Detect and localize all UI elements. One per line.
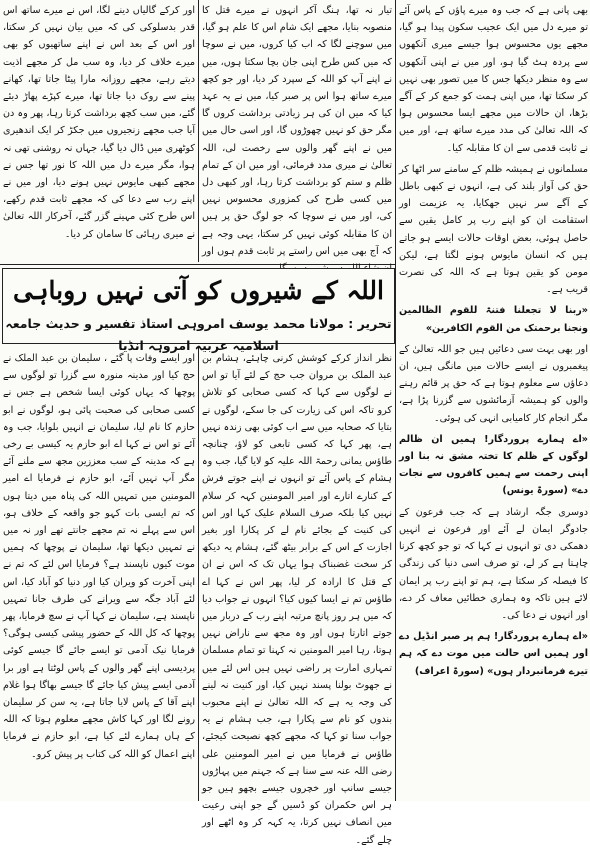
right-column-verse-2: «اے ہمارے پروردگار! ہمیں ان ظالم لوگوں کے ظلم کا تختہ مشق نہ بنا اور اپنی رحمت سے ہمیں کافروں سے نجات دے» (سورۃ یونس) bbox=[399, 433, 588, 497]
right-column-para-4: دوسری جگہ ارشاد ہے کہ جب فرعون کے جادوگر ایمان لے آئے اور فرعون نے انہیں دھمکی دی تو انہوں نے کہا کہ تو جو کچھ کرنا چاہتا ہے کر لے، تو صرف اسی دنیا کی زندگی کا فیصلہ کر سکتا ہے، ہم تو اپنے رب پر ایمان لائے ہیں تاکہ وہ ہماری خطائیں معاف کر دے، اور انہوں نے دعا کی۔ bbox=[399, 506, 588, 621]
column-rule-top-right bbox=[395, 0, 396, 801]
article-right-text: نظر انداز کرکے کوشش کرنی چاہئے، ہشام بن عبد الملک بن مروان جب حج کے لئے آیا تو اس نے لوگوں سے کہا کہ کسی صحابی کو تلاش کرو تاکہ اس کی زیارت کی جا سکے، لوگوں نے بتایا کہ صحابہ میں سے اب کوئی بھی زندہ نہیں ہے، پھر کہا کہ کسی تابعی کو لاؤ، چنانچہ طاؤس یمانی رحمۃ اللہ علیہ کو لایا گیا، جب وہ ہشام کے پاس آئے تو انہوں نے اپنے جوتے فرش کے کنارے اتارے اور امیر المومنین کہہ کر سلام نہیں کیا بلکہ صرف السلام علیک کہا اور اس کی کنیت کے بجائے نام لے کر پکارا اور بغیر اجازت کے اس کے برابر بیٹھ گئے، ہشام یہ دیکھ کر سخت غضبناک ہوا یہاں تک کہ اس نے ان کے قتل کا ارادہ کر لیا، پھر اس نے کہا اے طاؤس تم نے ایسا کیوں کیا؟ انہوں نے جواب دیا کہ میں ہر روز پانچ مرتبہ اپنے رب کے دربار میں جوتے اتارتا ہوں اور وہ مجھ سے ناراض نہیں ہوتا، رہا امیر المومنین نہ کہنا تو تمام مسلمان تمہاری امارت پر راضی نہیں ہیں اس لئے میں نے جھوٹ بولنا پسند نہیں کیا، اور کنیت نہ لینے کی وجہ یہ ہے کہ اللہ تعالیٰ نے اپنے محبوب بندوں کو نام سے پکارا ہے، جب ہشام نے یہ جواب سنا تو کہا کہ مجھے کچھ نصیحت کیجئے، طاؤس نے فرمایا میں نے امیر المومنین علی رضی اللہ عنہ سے سنا ہے کہ جہنم میں پہاڑوں جیسے سانپ اور خچروں جیسے بچھو ہیں جو ہر اس حکمران کو ڈسیں گے جو اپنی رعیت میں انصاف نہیں کرتا، یہ کہہ کر وہ اٹھے اور چلے گئے۔ bbox=[202, 353, 392, 846]
article-headline: اللہ کے شیروں کو آتی نہیں روباہی bbox=[13, 276, 384, 305]
right-column-para-3: اور بھی بہت سی دعائیں ہیں جو اللہ تعالیٰ کے پیغمبروں نے ایسے حالات میں مانگی ہیں، ان دعاؤں سے معلوم ہوتا ہے کہ حق پر قائم رہنے والوں کو ہمیشہ آزمائشوں سے گزرنا پڑا ہے، مگر انجام کار کامیابی انہی کی ہوئی۔ bbox=[399, 343, 588, 424]
right-column-para-2: مسلمانوں نے ہمیشہ ظلم کے سامنے سر اٹھا کر حق کی آواز بلند کی ہے، انہوں نے کبھی باطل کے آگے سر نہیں جھکایا، یہ عزیمت اور استقامت ان کو اپنے رب پر کامل یقین سے حاصل ہوئی، بعض اوقات حالات ایسے ہو جاتے ہیں کہ انسان مایوس ہونے لگتا ہے، لیکن مومن کو یقین ہوتا ہے کہ اللہ کی نصرت قریب ہے۔ bbox=[399, 163, 588, 296]
right-column-para-1: بھی پانی ہے کہ جب وہ میرے پاؤں کے پاس آئے تو میرے دل میں ایک عجیب سکون پیدا ہو گیا، مجھے یوں محسوس ہوا جیسے میری آنکھوں سے پردہ ہٹ گیا ہو، اور میں نے اپنی آنکھوں سے وہ منظر دیکھا جس کا میں تصور بھی نہیں کر سکتا تھا، میں اپنی ہمت کو جمع کر کے آگے بڑھا، ان حالات میں مجھے ایسا محسوس ہوا کہ اللہ تعالیٰ کی مدد میرے ساتھ ہے، اور میں نے ثابت قدمی سے ان کا مقابلہ کیا۔ bbox=[399, 5, 588, 154]
right-column-verse-3: «اے ہمارے پروردگار! ہم پر صبر انڈیل دے اور ہمیں اس حالت میں موت دے کہ ہم تیرے فرمانبردار ہوں» (سورۃ اعراف) bbox=[399, 631, 588, 677]
column-rule-top-mid bbox=[198, 0, 199, 262]
article-column-right bbox=[202, 350, 392, 846]
article-title-box bbox=[2, 268, 395, 353]
right-column-verse-1: «ربنا لا تجعلنا فتنۃ للقوم الظالمین ونجنا برحمتک من القوم الکافرین» bbox=[399, 305, 588, 334]
right-column bbox=[399, 2, 588, 799]
article-left-text: اور ایسے وفات پا گئے ، سلیمان بن عبد الملک نے حج کیا اور مدینہ منورہ سے گزرا تو لوگوں سے پوچھا کہ یہاں کوئی ایسا شخص ہے جس نے کسی صحابی کی صحبت پائی ہو، لوگوں نے ابو حازم کا نام لیا، سلیمان نے انہیں بلوایا، جب وہ آئے تو اس نے کہا اے ابو حازم یہ کیسی بے رخی ہے کہ مدینہ کے سب معززین مجھ سے ملنے آئے مگر آپ نہیں آئے، ابو حازم نے فرمایا اے امیر المومنین میں تمہیں اللہ کی پناہ میں دیتا ہوں کہ تم ایسی بات کہو جو واقعہ کے خلاف ہو، اس سے پہلے نہ تم مجھے جانتے تھے اور نہ میں نے تمہیں دیکھا تھا، سلیمان نے پوچھا کہ ہمیں موت کیوں ناپسند ہے؟ فرمایا اس لئے کہ تم نے اپنی آخرت کو ویران کیا اور دنیا کو آباد کیا، اس لئے آباد جگہ سے ویرانے کی طرف جانا تمہیں ناپسند ہے، سلیمان نے کہا آپ نے سچ فرمایا، پھر پوچھا کہ کل اللہ کے حضور پیشی کیسی ہوگی؟ فرمایا نیک آدمی تو ایسے جائے گا جیسے کوئی پردیسی اپنے گھر والوں کے پاس لوٹتا ہے اور برا آدمی ایسے پیش کیا جائے گا جیسے بھاگا ہوا غلام اپنے آقا کے پاس لایا جاتا ہے، یہ سن کر سلیمان رونے لگا اور کہا کاش مجھے معلوم ہوتا کہ اللہ کے ہاں ہمارے لئے کیا ہے، ابو حازم نے فرمایا اپنے اعمال کو اللہ کی کتاب پر پیش کرو۔ bbox=[3, 353, 195, 760]
previous-article-column-right bbox=[202, 2, 392, 260]
previous-article-right-text: تیار نہ تھا، ہنگ آکر انہوں نے میرے قتل کا منصوبہ بنایا، مجھے ایک شام اس کا علم ہو گیا، میں سوچنے لگا کہ اب کیا کروں، میں نے سوچا کہ میں کس طرح اپنی جان بچا سکتا ہوں، میں نے اپنے آپ کو اللہ کے سپرد کر دیا، اور جو کچھ میرے ساتھ ہوا اس پر صبر کیا، میں نے یہ عہد کیا کہ میں ان کی ہر زیادتی برداشت کروں گا مگر حق کو نہیں چھوڑوں گا، اور اسی حال میں میں نے اپنے گھر والوں سے رخصت لی، اللہ تعالیٰ نے میری مدد فرمائی، اور میں ان کے تمام ظلم و ستم کو برداشت کرتا رہا، اور کبھی دل میں کسی طرح کی کمزوری محسوس نہیں کی، اور میں نے سوچا کہ جو لوگ حق پر ہیں ان کا مقابلہ کوئی نہیں کر سکتا، یہی وجہ ہے کہ آج بھی میں اس راستے پر ثابت قدم ہوں اور bbox=[202, 5, 392, 257]
previous-article-column-left bbox=[3, 2, 195, 260]
article-byline: تحریر : مولانا محمد یوسف امروہی استاذ تفسیر و حدیث جامعہ اسلامیہ عربیہ امروہہ انڈیا bbox=[5, 316, 392, 353]
column-rule-bottom-mid bbox=[198, 346, 199, 801]
previous-article-left-text: اور کرکے گالیاں دینے لگا، اس نے میرے ساتھ اس قدر بدسلوکی کی کہ میں بیان نہیں کر سکتا، اور اس کے بعد اس نے اپنے ساتھیوں کو بھی میرے خلاف کر دیا، وہ سب مل کر مجھے اذیت دیتے رہے، مجھے روزانہ مارا پیٹا جاتا تھا، کھانے پینے سے روک دیا جاتا تھا، میرے کپڑے پھاڑ دیئے گئے، میں سب کچھ برداشت کرتا رہا، پھر وہ دن آیا جب مجھے زنجیروں میں جکڑ کر ایک اندھیری کوٹھری میں ڈال دیا گیا، جہاں نہ روشنی تھی نہ ہوا، مگر میرے دل میں اللہ کا نور تھا جس نے مجھے کبھی مایوس نہیں ہونے دیا، اور میں نے اپنے رب سے دعا کی کہ مجھے ثابت قدم رکھے، اس طرح کئی مہینے گزر گئے، آخرکار اللہ تعالیٰ نے میری رہائی کا سامان کر دیا۔ bbox=[3, 5, 195, 240]
article-column-left bbox=[3, 350, 195, 799]
